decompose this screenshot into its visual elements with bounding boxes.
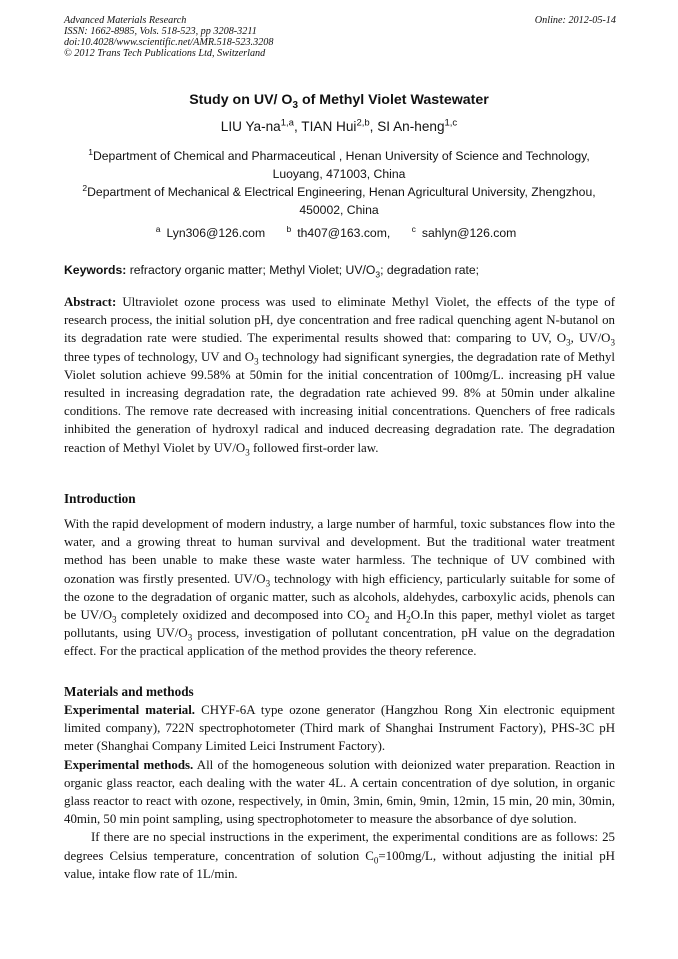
journal-doi: doi:10.4028/www.scientific.net/AMR.518-523.3208 [64, 37, 274, 48]
email-b[interactable]: $^b$ th407@163.com, [286, 223, 391, 240]
keywords: Keywords: refractory organic matter; Methyl Violet; $UV/O_3$; degradation rate; [64, 263, 480, 280]
experimental-methods-paragraph: Experimental methods. All of the homogeneous solution with deionized water preparation. Reaction in organic glass reactor, each dealing with the water 4L. A certain concentration of dye solution, in organic glass reactor to react with ozone, respectively, in 0min, 3min, 6min, 9min, 12min, 15 min, 20 min, 30min, 40min, 50 min point sampling, using spectrophotometer to measure the absorbance of dye solution. [64, 757, 615, 827]
journal-name: Advanced Materials Research [64, 15, 187, 26]
email-a[interactable]: $^a$ Lyn306@126.com [155, 223, 266, 240]
journal-copyright: © 2012 Trans Tech Publications Ltd, Switzerland [64, 48, 266, 59]
abstract-label: Abstract: [64, 295, 117, 309]
abstract: Abstract: Ultraviolet ozone process was used to eliminate Methyl Violet, the effects of the type of research process, the initial solution pH, dye concentration and free radical quenching agent N-butanol on its degradation rate were studied. The experimental results showed that: comparing to UV, $O_3$, $UV/O_3$ three types of technology, UV and $O_3$ technology had significant synergies, the degradation rate of Methyl Violet solution achieve 99.58% at 50min for the initial concentration of 100mg/L. increasing pH value resulted in increasing degradation rate, the degradation rate achieved 99. 8% at 50min under alkaline conditions. The remove rate decreased with increasing initial concentrations. Quenchers of free radicals inhibited the generation of hydroxyl radical and induced decreasing degradation rate. The degradation reaction of Methyl Violet by $UV/O_3$ followed first-order law. [64, 295, 615, 458]
email-c[interactable]: $^c$ sahlyn@126.com [411, 223, 517, 240]
journal-header [64, 15, 616, 59]
author: SI An-heng$^{1,c}$ [377, 117, 458, 134]
methods-text [64, 701, 615, 883]
author: LIU Ya-na$^{1,a}$, [220, 117, 302, 134]
author-emails [0, 223, 678, 240]
author-list [0, 119, 678, 134]
affiliation-1: $^1$Department of Chemical and Pharmaceutical , Henan University of Science and Technology, Luoyang, 471003, China [88, 146, 590, 181]
methods-heading: Materials and methods [64, 684, 194, 699]
paper-title: Study on UV/ $O_3$ of Methyl Violet Wastewater [189, 92, 489, 111]
experimental-material-paragraph: Experimental material. CHYF-6A type ozone generator (Hangzhou Rong Xin electronic equipment limited company), 722N spectrophotometer (Third mark of Shanghai Instrument Factory), PHS-3C pH meter (Shanghai Company Limited Leici Instrument Factory). [64, 703, 615, 754]
introduction-text: With the rapid development of modern industry, a large number of harmful, toxic substances flow into the water, and a growing threat to human survival and development. But the traditional water treatment method has been unable to make these waste water harmless. The technique of UV combined with ozonation was firstly presented. $UV/O_3$ technology with high efficiency, particularly suitable for some of the ozone to the degradation of organic matter, such as alcohols, aldehydes, carboxylic acids, phenols can be $UV/O_3$ completely oxidized and decomposed into $CO_2$ and $H_2O.In$ this paper, methyl violet as target pollutants, using $UV/O_3$ process, investigation of pollutant concentration, pH value on the degradation effect. For the practical application of the method provides the theory reference. [64, 517, 616, 659]
online-date: Online: 2012-05-14 [534, 15, 616, 26]
affiliation-2: $^2$Department of Mechanical & Electrical Engineering, Henan Agricultural University, Zhengzhou, 450002, China [82, 182, 596, 217]
journal-issn: ISSN: 1662-8985, Vols. 518-523, pp 3208-3211 [64, 26, 257, 37]
introduction-heading: Introduction [64, 491, 136, 506]
author: TIAN Hui$^{2,b}$, [301, 117, 378, 134]
keywords-label: Keywords: [64, 263, 127, 277]
conditions-paragraph: If there are no special instructions in the experiment, the experimental conditions are as follows: 25 degrees Celsius temperature, concentration of solution $C_0=100mg/L$, without adjusting the initial pH value, intake flow rate of 1L/min. [64, 830, 615, 881]
